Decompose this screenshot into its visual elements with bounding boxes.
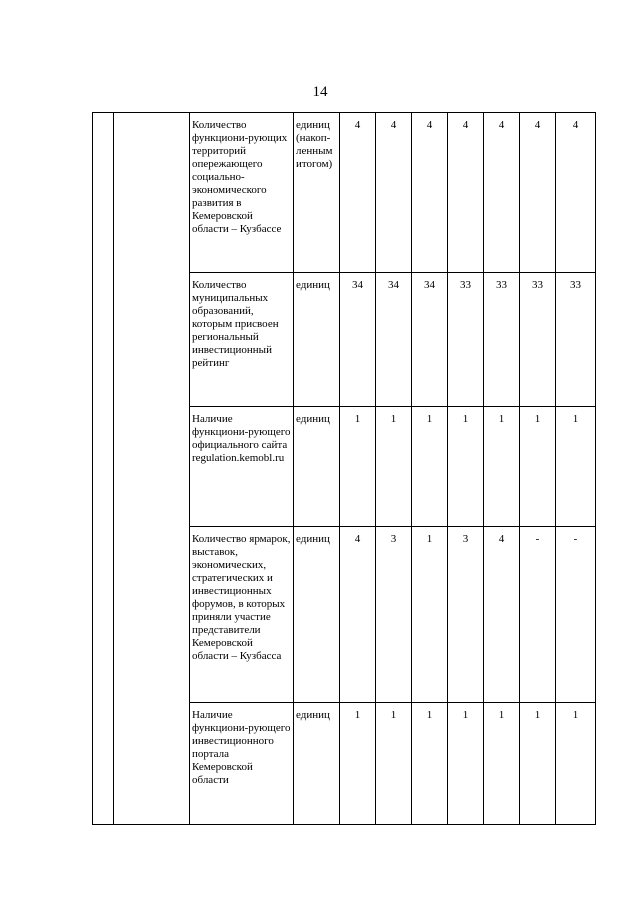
value-cell: 4: [484, 527, 520, 703]
indicators-table: [92, 112, 596, 825]
page-number: 14: [312, 84, 328, 100]
value-cell: 1: [340, 703, 376, 825]
value-cell: 4: [376, 113, 412, 273]
unit-cell: единиц: [294, 703, 340, 825]
unit-cell: единиц: [294, 407, 340, 527]
number-column-cell: [93, 113, 114, 825]
value-cell: 1: [556, 407, 596, 527]
value-cell: -: [520, 527, 556, 703]
value-cell: 1: [376, 407, 412, 527]
unit-cell: единиц: [294, 527, 340, 703]
value-cell: 4: [340, 527, 376, 703]
name-column-cell: [114, 113, 190, 825]
value-cell: 34: [376, 273, 412, 407]
value-cell: 34: [412, 273, 448, 407]
value-cell: 1: [520, 703, 556, 825]
indicator-cell: Количество ярмарок, выставок, экономических, стратегических и инвестиционных форумов, в которых приняли участие представители Кемеровской области – Кузбасса: [190, 527, 294, 703]
table-row: [93, 113, 596, 273]
value-cell: 1: [556, 703, 596, 825]
value-cell: 1: [448, 703, 484, 825]
value-cell: 4: [412, 113, 448, 273]
value-cell: 34: [340, 273, 376, 407]
value-cell: 3: [448, 527, 484, 703]
value-cell: 4: [448, 113, 484, 273]
value-cell: 4: [484, 113, 520, 273]
value-cell: 1: [520, 407, 556, 527]
value-cell: 3: [376, 527, 412, 703]
value-cell: -: [556, 527, 596, 703]
indicator-cell: Количество муниципальных образований, которым присвоен региональный инвестиционный рейтинг: [190, 273, 294, 407]
value-cell: 33: [484, 273, 520, 407]
unit-cell: единиц (накоп-ленным итогом): [294, 113, 340, 273]
value-cell: 33: [520, 273, 556, 407]
value-cell: 1: [376, 703, 412, 825]
indicator-cell: Наличие функциони-рующего инвестиционного портала Кемеровской области: [190, 703, 294, 825]
value-cell: 1: [412, 527, 448, 703]
value-cell: 1: [412, 407, 448, 527]
value-cell: 1: [340, 407, 376, 527]
value-cell: 33: [448, 273, 484, 407]
value-cell: 1: [484, 407, 520, 527]
indicator-cell: Наличие функциони-рующего официального сайта regulation.kemobl.ru: [190, 407, 294, 527]
unit-cell: единиц: [294, 273, 340, 407]
indicator-cell: Количество функциони-рующих территорий опережающего социально-экономического развития в Кемеровской области – Кузбассе: [190, 113, 294, 273]
value-cell: 1: [412, 703, 448, 825]
value-cell: 4: [520, 113, 556, 273]
value-cell: 1: [448, 407, 484, 527]
value-cell: 33: [556, 273, 596, 407]
value-cell: 4: [556, 113, 596, 273]
value-cell: 4: [340, 113, 376, 273]
value-cell: 1: [484, 703, 520, 825]
